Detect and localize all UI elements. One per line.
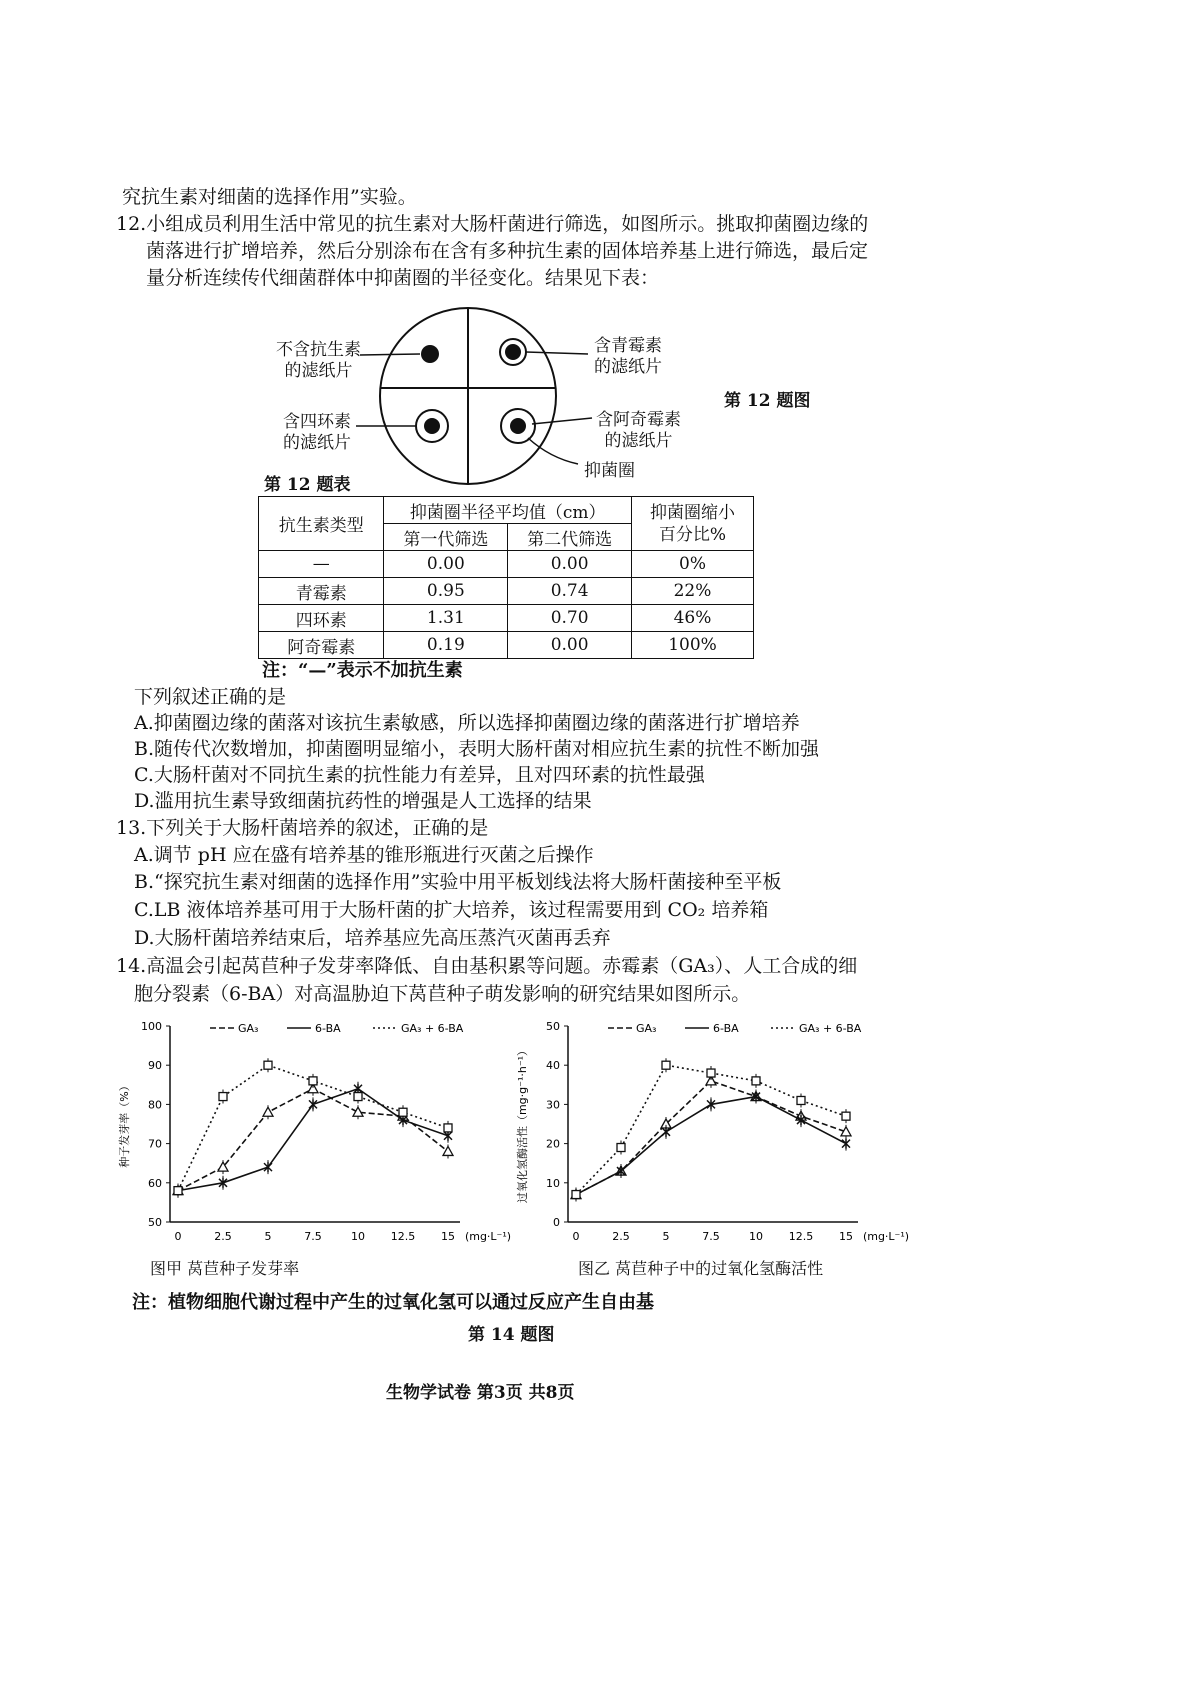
y-tick-label: 50 (148, 1216, 162, 1229)
x-tick-label: 7.5 (304, 1230, 322, 1243)
data-point-ga3-6ba (842, 1112, 850, 1120)
cell-gen1: 1.31 (384, 605, 508, 632)
chart-catalase-activity (508, 1010, 918, 1268)
header-radius-mean: 抑菌圈半径平均值（cm） (384, 497, 632, 524)
q13-option-b: B.“探究抗生素对细菌的选择作用”实验中用平板划线法将大肠杆菌接种至平板 (134, 871, 782, 893)
data-point-ga3-6ba (617, 1144, 625, 1152)
q12-stem-line-3: 量分析连续传代细菌群体中抑菌圈的半径变化。结果见下表： (146, 267, 660, 289)
y-tick-label: 60 (148, 1176, 162, 1190)
legend-label-2: 6-BA (713, 1022, 739, 1035)
data-point-ga3-6ba (309, 1077, 317, 1085)
cell-type: 四环素 (259, 605, 384, 632)
table-row (259, 578, 754, 605)
label-penicillin: 含青霉素 的滤纸片 (594, 336, 662, 377)
q13-stem: 13.下列关于大肠杆菌培养的叙述，正确的是 (116, 817, 489, 839)
q13-option-a: A.调节 pH 应在盛有培养基的锥形瓶进行灭菌之后操作 (134, 844, 594, 866)
q12-option-b: B.随传代次数增加，抑菌圈明显缩小，表明大肠杆菌对相应抗生素的抗性不断加强 (134, 738, 820, 760)
x-tick-label: 2.5 (214, 1230, 232, 1243)
data-point-6ba (264, 1162, 272, 1172)
cell-gen2: 0.74 (508, 578, 632, 605)
data-point-ga3-6ba (219, 1093, 227, 1101)
data-point-ga3-6ba (174, 1187, 182, 1195)
q12-stem-line-1: 12.小组成员利用生活中常见的抗生素对大肠杆菌进行筛选，如图所示。挑取抑菌圈边缘的 (116, 213, 869, 235)
disc-no-antibiotic (421, 345, 439, 363)
data-point-ga3-6ba (264, 1061, 272, 1069)
y-tick-label: 90 (148, 1059, 162, 1073)
x-tick-label: 0 (174, 1230, 182, 1243)
header-antibiotic-type: 抗生素类型 (259, 497, 384, 551)
legend-label-1: GA₃ (238, 1022, 259, 1035)
x-unit-label: (mg·L⁻¹) (464, 1230, 512, 1243)
x-tick-label: 12.5 (390, 1230, 416, 1243)
q14-stem-line-1: 14.高温会引起莴苣种子发芽率降低、自由基积累等问题。赤霉素（GA₃）、人工合成的细 (116, 955, 858, 977)
y-tick-label: 30 (546, 1098, 560, 1112)
leader-no-antibiotic (360, 354, 420, 355)
label-tetracycline: 含四环素 的滤纸片 (283, 412, 351, 453)
x-tick-label: 15 (441, 1230, 455, 1243)
x-tick-label: 2.5 (612, 1230, 630, 1243)
label-no-antibiotic: 不含抗生素 的滤纸片 (276, 340, 361, 381)
q12-petri-dish-figure (260, 298, 720, 488)
disc-azithromycin (510, 418, 526, 434)
q12-table-caption: 第 12 题表 (264, 475, 351, 495)
leader-penicillin (526, 352, 588, 354)
q12-option-c: C.大肠杆菌对不同抗生素的抗性能力有差异，且对四环素的抗性最强 (134, 764, 705, 786)
y-tick-label: 100 (141, 1020, 162, 1033)
data-point-ga3-6ba (797, 1096, 805, 1104)
cell-type: — (259, 551, 384, 578)
data-point-ga3 (353, 1107, 363, 1116)
cell-pct: 100% (632, 632, 754, 659)
y-tick-label: 0 (553, 1216, 560, 1229)
data-point-ga3-6ba (707, 1069, 715, 1077)
data-point-ga3-6ba (752, 1077, 760, 1085)
q14-stem-line-2: 胞分裂素（6-BA）对高温胁迫下莴苣种子萌发影响的研究结果如图所示。 (134, 983, 751, 1005)
y-tick-label: 20 (546, 1137, 560, 1151)
table-header-row (259, 497, 754, 524)
x-tick-label: 5 (662, 1230, 670, 1243)
x-unit-label: (mg·L⁻¹) (862, 1230, 910, 1243)
q13-option-c: C.LB 液体培养基可用于大肠杆菌的扩大培养，该过程需要用到 CO₂ 培养箱 (134, 899, 769, 921)
disc-tetracycline (424, 418, 440, 434)
x-tick-label: 10 (749, 1230, 763, 1243)
header-generation-2: 第二代筛选 (508, 524, 632, 551)
data-point-ga3-6ba (444, 1124, 452, 1132)
lead-line: 究抗生素对细菌的选择作用”实验。 (122, 186, 417, 208)
header-generation-1: 第一代筛选 (384, 524, 508, 551)
data-point-ga3-6ba (662, 1061, 670, 1069)
chart-germination-rate (110, 1010, 520, 1268)
page-footer: 生物学试卷 第3页 共8页 (386, 1383, 575, 1403)
x-tick-label: 12.5 (788, 1230, 814, 1243)
label-azithromycin: 含阿奇霉素 的滤纸片 (596, 410, 681, 451)
table-row (259, 605, 754, 632)
y-tick-label: 50 (546, 1020, 560, 1033)
y-tick-label: 40 (546, 1059, 560, 1073)
q12-option-a: A.抑菌圈边缘的菌落对该抗生素敏感，所以选择抑菌圈边缘的菌落进行扩增培养 (134, 712, 800, 734)
y-axis-label: 种子发芽率（%） (118, 1080, 131, 1168)
disc-penicillin (505, 344, 521, 360)
cell-gen1: 0.19 (384, 632, 508, 659)
y-tick-label: 10 (546, 1176, 560, 1190)
q14-figure-note: 注：植物细胞代谢过程中产生的过氧化氢可以通过反应产生自由基 (132, 1292, 654, 1313)
legend-label-3: GA₃ + 6-BA (401, 1022, 464, 1035)
cell-type: 阿奇霉素 (259, 632, 384, 659)
table-row (259, 551, 754, 578)
data-point-ga3-6ba (354, 1093, 362, 1101)
cell-gen2: 0.00 (508, 551, 632, 578)
cell-gen2: 0.70 (508, 605, 632, 632)
q12-table-note: 注：“—”表示不加抗生素 (262, 660, 463, 681)
header-shrink-percent: 抑菌圈缩小 百分比% (632, 497, 754, 551)
x-tick-label: 0 (572, 1230, 580, 1243)
cell-pct: 46% (632, 605, 754, 632)
cell-type: 青霉素 (259, 578, 384, 605)
q12-question: 下列叙述正确的是 (134, 686, 287, 708)
data-point-6ba (309, 1099, 317, 1109)
data-point-ga3-6ba (399, 1108, 407, 1116)
q12-results-table (258, 496, 754, 659)
label-inhibition-zone: 抑菌圈 (584, 461, 635, 481)
y-tick-label: 80 (148, 1098, 162, 1112)
q12-option-d: D.滥用抗生素导致细菌抗药性的增强是人工选择的结果 (134, 790, 592, 812)
x-tick-label: 7.5 (702, 1230, 720, 1243)
q14-figure-caption: 第 14 题图 (468, 1325, 555, 1345)
legend-label-1: GA₃ (636, 1022, 657, 1035)
cell-gen1: 0.95 (384, 578, 508, 605)
x-tick-label: 10 (351, 1230, 365, 1243)
q12-stem-line-2: 菌落进行扩增培养，然后分别涂布在含有多种抗生素的固体培养基上进行筛选，最后定 (146, 240, 869, 262)
q13-option-d: D.大肠杆菌培养结束后，培养基应先高压蒸汽灭菌再丢弃 (134, 927, 611, 949)
cell-pct: 0% (632, 551, 754, 578)
x-tick-label: 15 (839, 1230, 853, 1243)
legend-label-3: GA₃ + 6-BA (799, 1022, 862, 1035)
legend-label-2: 6-BA (315, 1022, 341, 1035)
y-axis-label: 过氧化氢酶活性（mg·g⁻¹·h⁻¹） (516, 1044, 529, 1204)
chart-b-title: 图乙 莴苣种子中的过氧化氢酶活性 (578, 1259, 824, 1278)
y-tick-label: 70 (148, 1137, 162, 1151)
cell-pct: 22% (632, 578, 754, 605)
data-point-ga3 (263, 1107, 273, 1116)
data-point-6ba (662, 1127, 670, 1137)
leader-azithromycin (532, 418, 592, 424)
x-tick-label: 5 (264, 1230, 272, 1243)
q12-figure-caption: 第 12 题图 (724, 391, 811, 411)
data-point-ga3-6ba (572, 1191, 580, 1199)
chart-a-title: 图甲 莴苣种子发芽率 (150, 1259, 300, 1278)
cell-gen2: 0.00 (508, 632, 632, 659)
table-row (259, 632, 754, 659)
data-point-6ba (842, 1139, 850, 1149)
cell-gen1: 0.00 (384, 551, 508, 578)
